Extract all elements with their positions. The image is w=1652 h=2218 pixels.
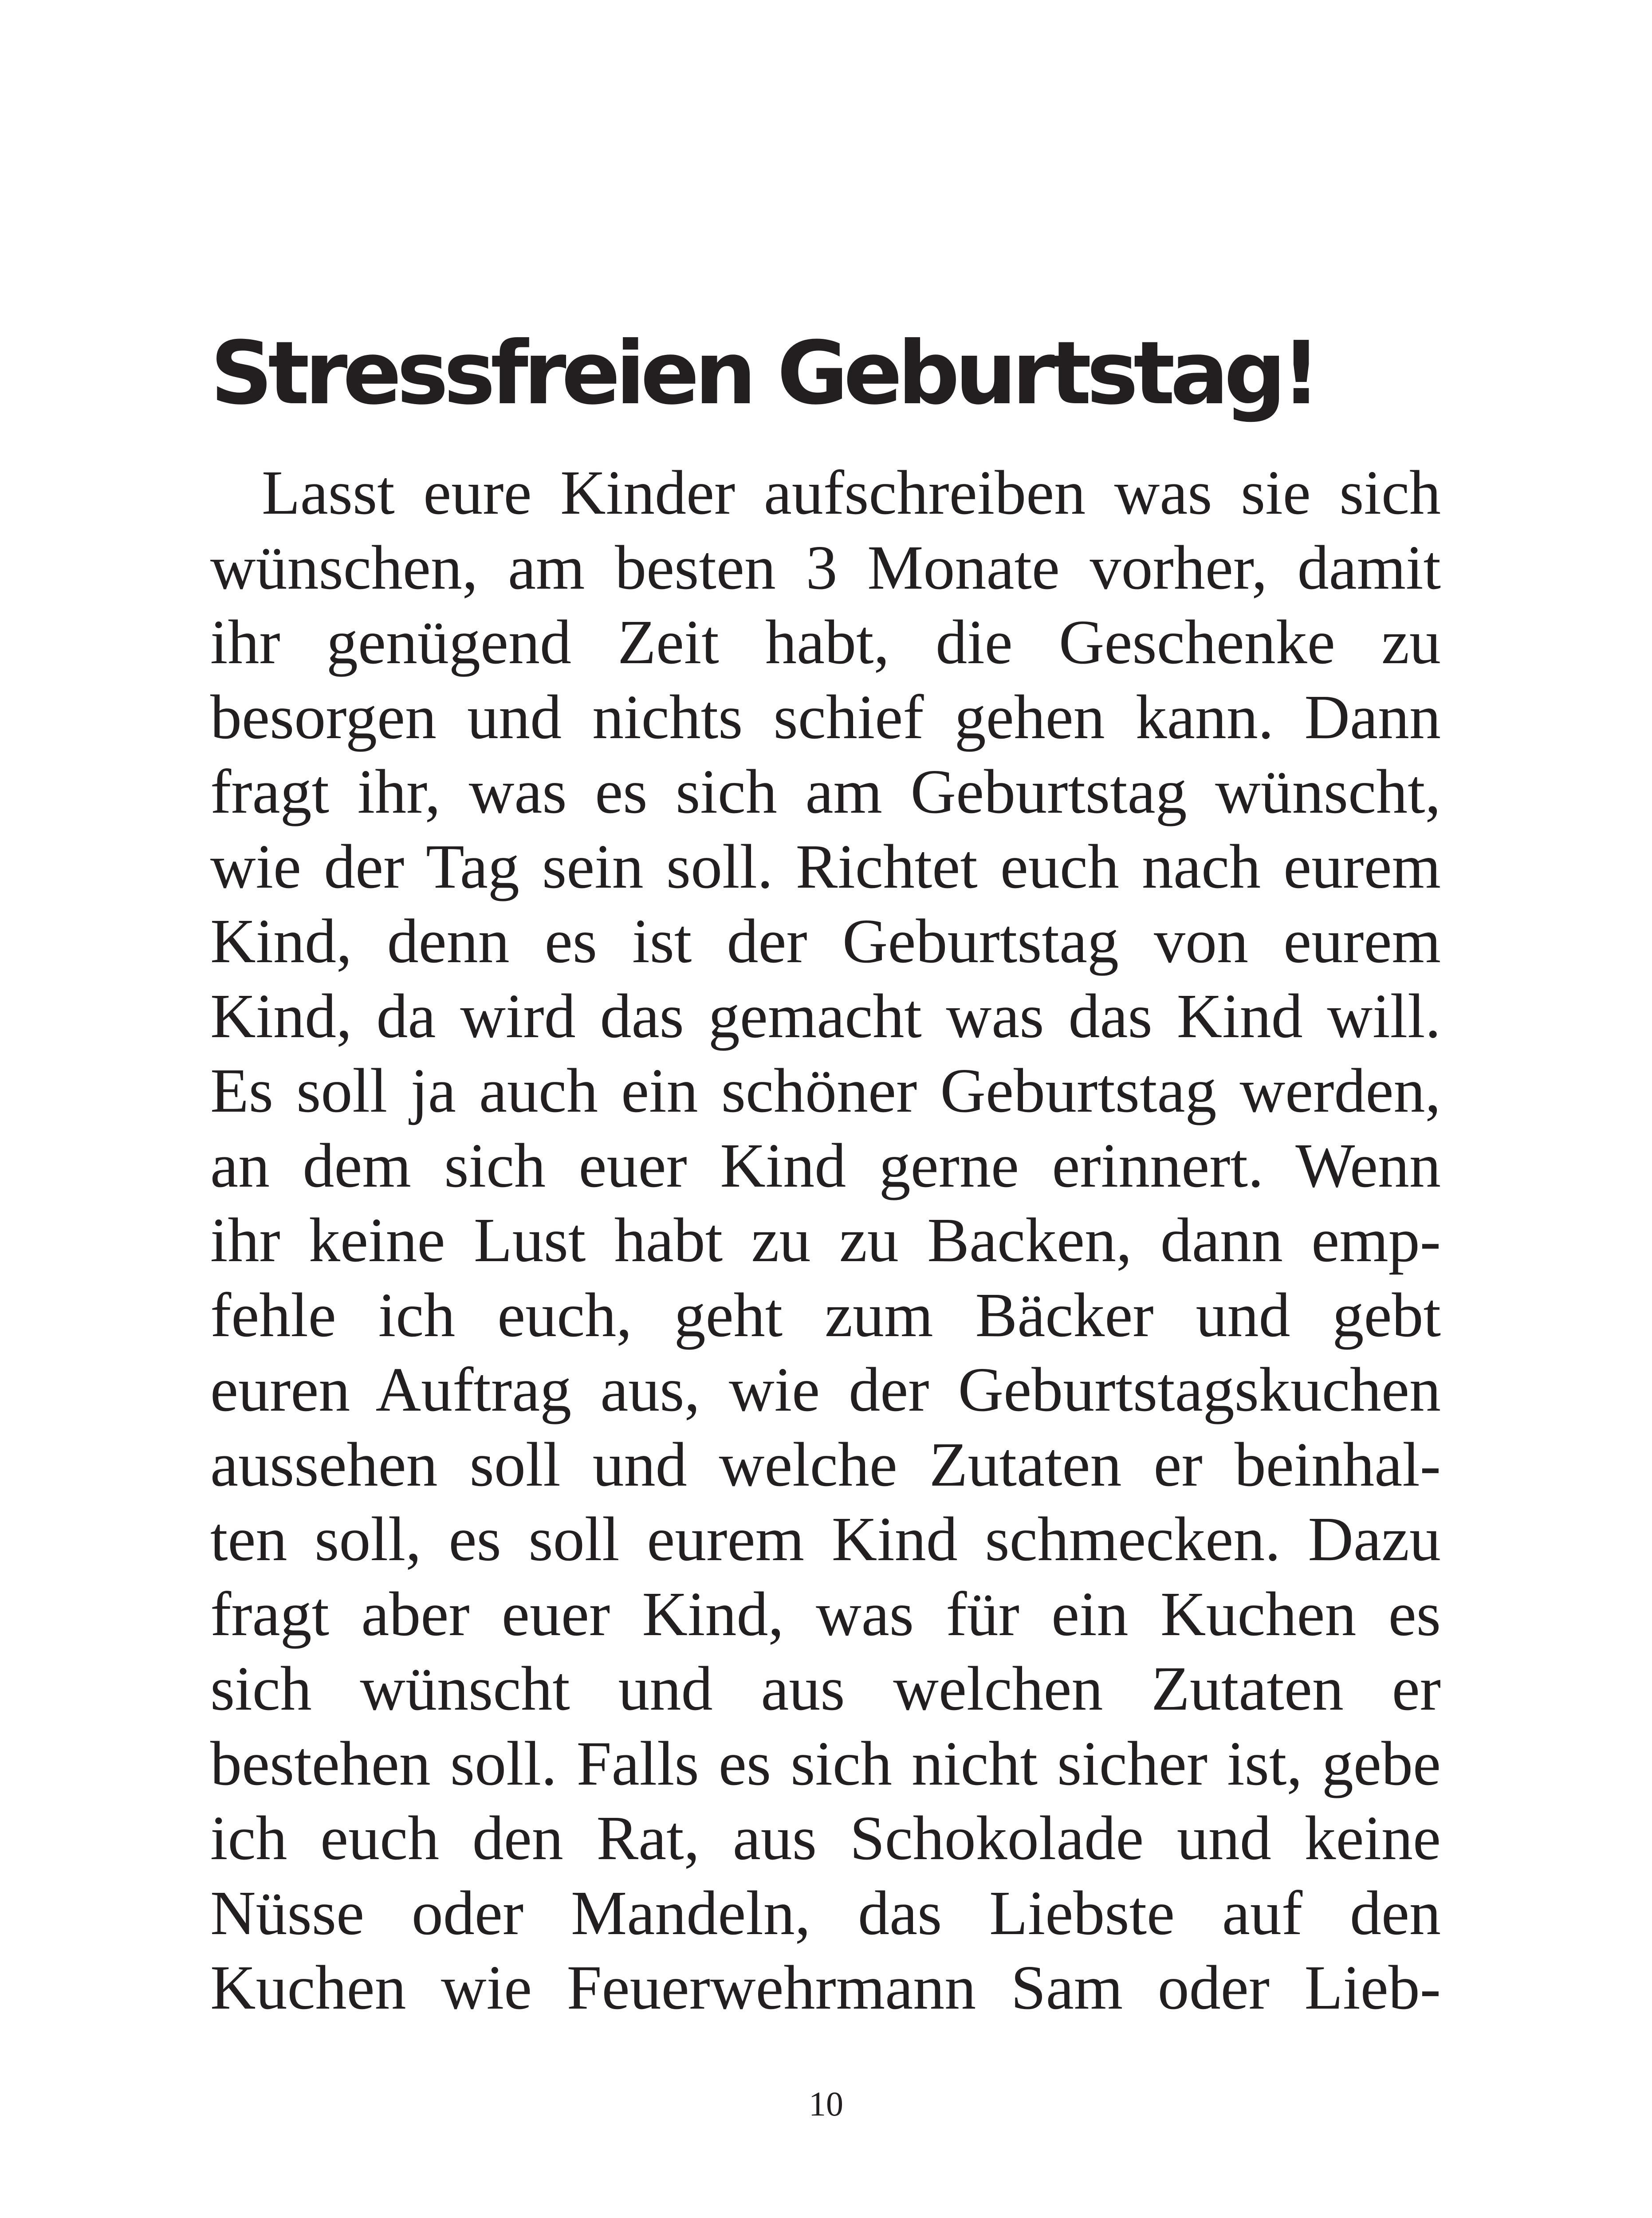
text-line: Kuchen wie Feuerwehrmann Sam oder Lieb- xyxy=(210,1952,1441,2022)
text-line: wie der Tag sein soll. Richtet euch nach eurem xyxy=(210,831,1441,901)
text-line: besorgen und nichts schief gehen kann. Dann xyxy=(210,681,1441,752)
body-paragraph xyxy=(210,455,1441,2025)
text-line: ten soll, es soll eurem Kind schmecken. Dazu xyxy=(210,1504,1441,1574)
text-line: bestehen soll. Falls es sich nicht sicher ist, gebe xyxy=(210,1728,1441,1798)
text-line: fragt ihr, was es sich am Geburtstag wünscht, xyxy=(210,756,1441,826)
text-line: ich euch den Rat, aus Schokolade und keine xyxy=(210,1803,1441,1873)
text-line: aussehen soll und welche Zutaten er beinhal- xyxy=(210,1429,1441,1499)
text-line: wünschen, am besten 3 Monate vorher, damit xyxy=(210,532,1441,602)
text-line: sich wünscht und aus welchen Zutaten er xyxy=(210,1653,1441,1723)
text-line: ihr keine Lust habt zu zu Backen, dann emp- xyxy=(210,1205,1441,1275)
text-line: Kind, denn es ist der Geburtstag von eurem xyxy=(210,906,1441,976)
text-line: Es soll ja auch ein schöner Geburtstag werden, xyxy=(210,1055,1441,1125)
text-line: an dem sich euer Kind gerne erinnert. Wenn xyxy=(210,1130,1441,1200)
page-number: 10 xyxy=(809,2084,843,2123)
text-line: Kind, da wird das gemacht was das Kind will. xyxy=(210,980,1441,1051)
chapter-heading: Stressfreien Geburtstag! xyxy=(210,323,1316,424)
text-line: Lasst eure Kinder aufschreiben was sie sich xyxy=(262,457,1441,527)
text-line: euren Auftrag aus, wie der Geburtstagskuchen xyxy=(210,1354,1441,1424)
text-line: fragt aber euer Kind, was für ein Kuchen es xyxy=(210,1578,1441,1649)
text-line: ihr genügend Zeit habt, die Geschenke zu xyxy=(210,607,1441,677)
text-line: fehle ich euch, geht zum Bäcker und gebt xyxy=(210,1279,1441,1350)
text-line: Nüsse oder Mandeln, das Liebste auf den xyxy=(210,1877,1441,1948)
